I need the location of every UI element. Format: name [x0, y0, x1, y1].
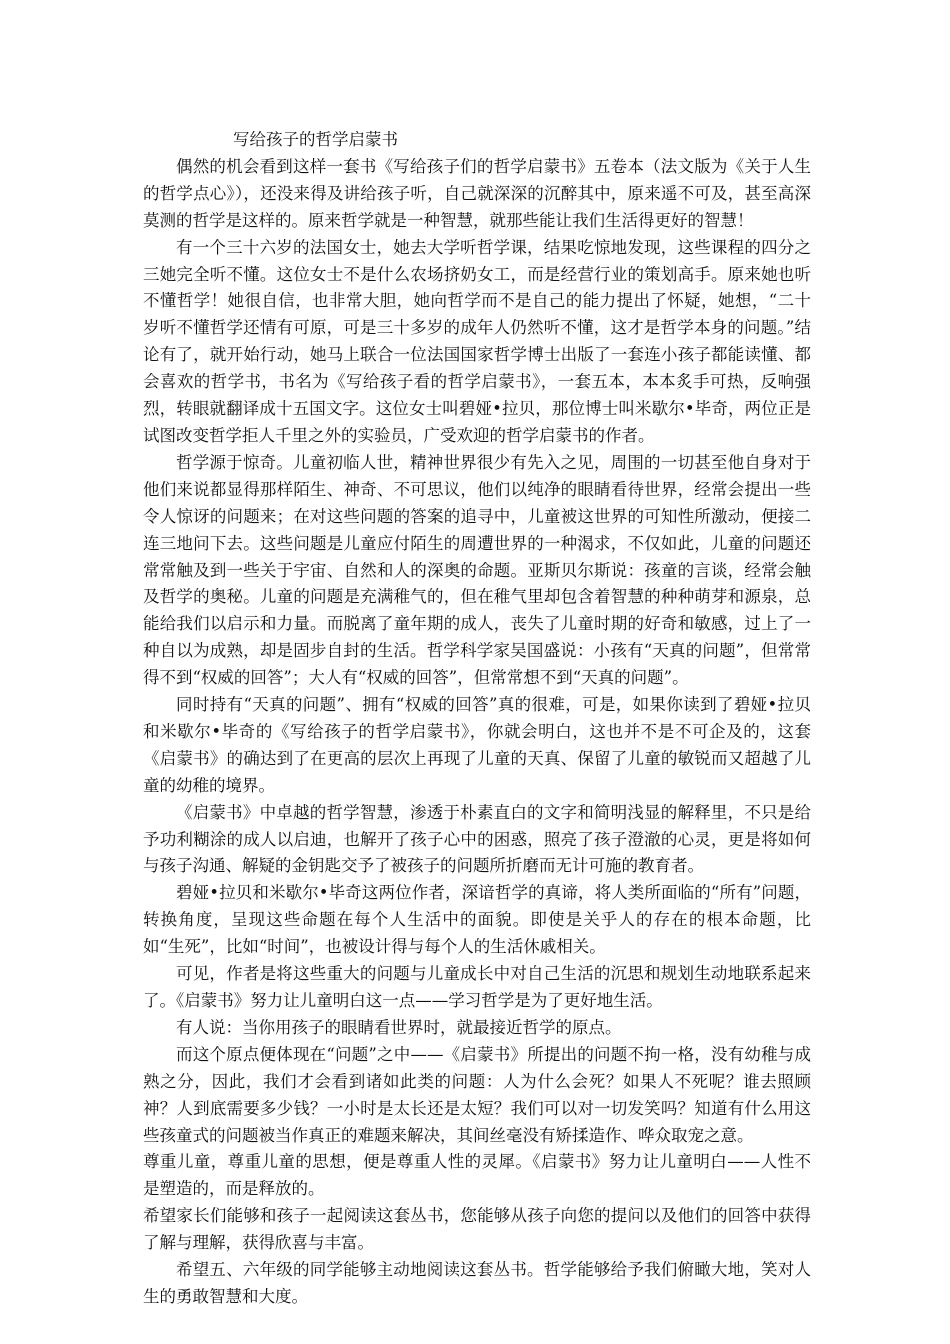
document-title: 写给孩子的哲学启蒙书	[233, 130, 398, 149]
paragraph: 碧娅•拉贝和米歇尔•毕奇这两位作者，深谙哲学的真谛，将人类所面临的“所有”问题，转换角度，呈现这些命题在每个人生活中的面貌。即使是关乎人的存在的根本命题，比如“生死”，比如“时间”，也被设计得与每个人的生活休戚相关。	[143, 883, 811, 957]
paragraph: 而这个原点便体现在“问题”之中——《启蒙书》所提出的问题不拘一格，没有幼稚与成熟之分，因此，我们才会看到诸如此类的问题：人为什么会死？如果人不死呢？谁去照顾神？人到底需要多少钱？一小时是太长还是太短？我们可以对一切发笑吗？知道有什么用这些孩童式的问题被当作真正的难题来解决，其间丝毫没有矫揉造作、哗众取宠之意。	[143, 1044, 811, 1145]
document-body	[143, 127, 811, 1311]
paragraph-list	[143, 154, 811, 1311]
paragraph: 哲学源于惊奇。儿童初临人世，精神世界很少有先入之见，周围的一切甚至他自身对于他们来说都显得那样陌生、神奇、不可思议，他们以纯净的眼睛看待世界，经常会提出一些令人惊讶的问题来；在对这些问题的答案的追寻中，儿童被这世界的可知性所激动，便接二连三地问下去。这些问题是儿童应付陌生的周遭世界的一种渴求，不仅如此，儿童的问题还常常触及到一些关于宇宙、自然和人的深奥的命题。亚斯贝尔斯说：孩童的言谈，经常会触及哲学的奥秘。儿童的问题是充满稚气的，但在稚气里却包含着智慧的种种萌芽和源泉，总能给我们以启示和力量。而脱离了童年期的成人，丧失了儿童时期的好奇和敏感，过上了一种自以为成熟，却是固步自封的生活。哲学科学家吴国盛说：小孩有“天真的问题”，但常常得不到“权威的回答”；大人有“权威的回答”，但常常想不到“天真的问题”。	[143, 452, 811, 688]
paragraph: 可见，作者是将这些重大的问题与儿童成长中对自己生活的沉思和规划生动地联系起来了。《启蒙书》努力让儿童明白这一点——学习哲学是为了更好地生活。	[143, 964, 811, 1010]
paragraph: 同时持有“天真的问题”、拥有“权威的回答”真的很难，可是，如果你读到了碧娅•拉贝和米歇尔•毕奇的《写给孩子的哲学启蒙书》，你就会明白，这也并不是不可企及的，这套《启蒙书》的确达到了在更高的层次上再现了儿童的天真、保留了儿童的敏锐而又超越了儿童的幼稚的境界。	[143, 695, 811, 795]
paragraph: 有一个三十六岁的法国女士，她去大学听哲学课，结果吃惊地发现，这些课程的四分之三她完全听不懂。这位女士不是什么农场挤奶女工，而是经营行业的策划高手。原来她也听不懂哲学！她很自信，也非常大胆，她向哲学而不是自己的能力提出了怀疑，她想，“二十岁听不懂哲学还情有可原，可是三十多岁的成年人仍然听不懂，这才是哲学本身的问题。”结论有了，就开始行动，她马上联合一位法国国家哲学博士出版了一套连小孩子都能读懂、都会喜欢的哲学书，书名为《写给孩子看的哲学启蒙书》，一套五本，本本炙手可热，反响强烈，转眼就翻译成十五国文字。这位女士叫碧娅•拉贝，那位博士叫米歇尔•毕奇，两位正是试图改变哲学拒人千里之外的实验员，广受欢迎的哲学启蒙书的作者。	[143, 237, 811, 445]
paragraph: 有人说：当你用孩子的眼睛看世界时，就最接近哲学的原点。	[176, 1017, 622, 1037]
paragraph: 希望五、六年级的同学能够主动地阅读这套丛书。哲学能够给予我们俯瞰大地，笑对人生的勇敢智慧和大度。	[143, 1260, 811, 1306]
paragraph: 《启蒙书》中卓越的哲学智慧，渗透于朴素直白的文字和简明浅显的解释里，不只是给予功利糊涂的成人以启迪，也解开了孩子心中的困惑，照亮了孩子澄澈的心灵，更是将如何与孩子沟通、解疑的金钥匙交予了被孩子的问题所折磨而无计可施的教育者。	[143, 802, 811, 876]
paragraph: 希望家长们能够和孩子一起阅读这套丛书，您能够从孩子向您的提问以及他们的回答中获得了解与理解，获得欣喜与丰富。	[143, 1206, 811, 1253]
paragraph: 偶然的机会看到这样一套书《写给孩子们的哲学启蒙书》五卷本（法文版为《关于人生的哲学点心》），还没来得及讲给孩子听，自己就深深的沉醉其中，原来遥不可及，甚至高深莫测的哲学是这样的。原来哲学就是一种智慧，就那些能让我们生活得更好的智慧！	[143, 156, 811, 230]
paragraph: 尊重儿童，尊重儿童的思想，便是尊重人性的灵犀。《启蒙书》努力让儿童明白——人性不是塑造的，而是释放的。	[143, 1152, 811, 1199]
